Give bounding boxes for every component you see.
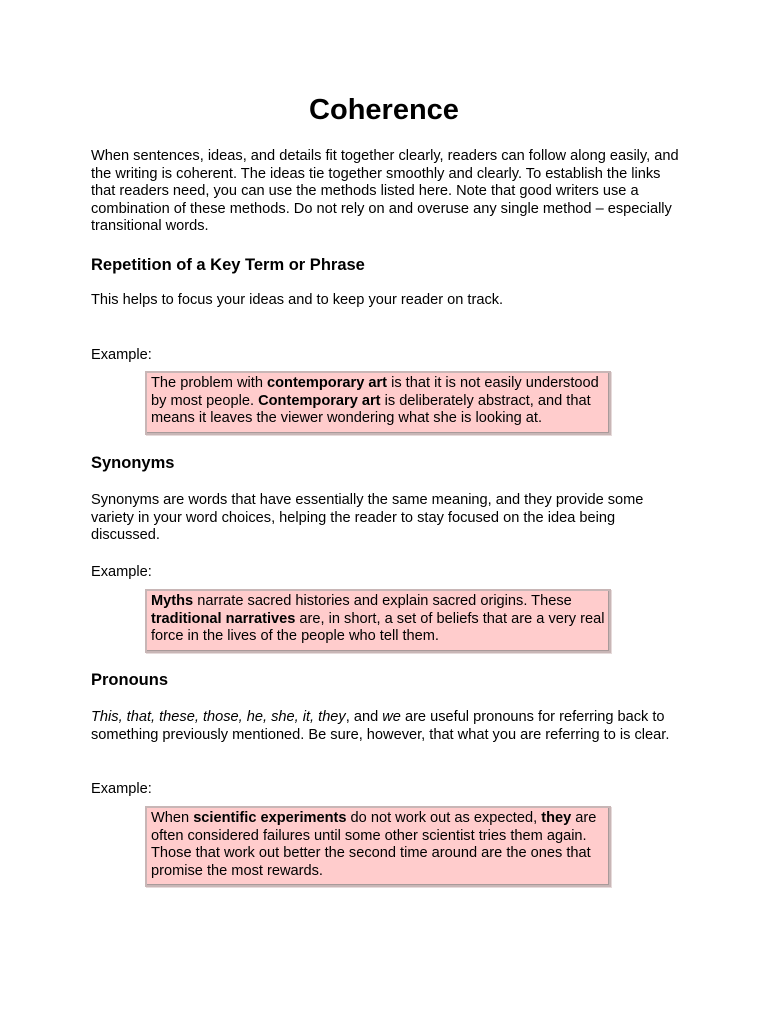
example-key-term: Contemporary art [258,392,381,409]
example-text: The problem with [151,375,267,391]
description-text: , and [345,709,383,725]
section-heading-repetition: Repetition of a Key Term or Phrase [91,256,365,274]
example-text: is deliberately abstract, and that means it leaves the viewer wondering what she is looking at. [151,392,591,427]
pronoun-list: This, that, these, those, he, she, it, they [91,709,346,725]
intro-paragraph: When sentences, ideas, and details fit together clearly, readers can follow along easily, and the writing is coherent. The ideas tie together smoothly and clearly. To establish the links that readers need, you can use the methods listed here. Note that good writers use a combination of these methods. Do not rely on and overuse any single method – especially transitional words. [91,148,679,235]
section-description-synonyms: Synonyms are words that have essentially the same meaning, and they provide some variety in your word choices, helping the reader to stay focused on the idea being discussed. [91,492,644,544]
section-description-repetition: This helps to focus your ideas and to keep your reader on track. [91,292,504,308]
section-heading-synonyms: Synonyms [91,454,175,472]
section-description-pronouns [91,709,681,744]
example-box-pronouns [145,806,611,887]
example-text: narrate sacred histories and explain sacred origins. These [193,593,572,609]
example-text: is that it is not easily understood by most people. [151,375,599,409]
example-text: do not work out as expected, [346,810,542,826]
example-label-pronouns: Example: [91,781,152,797]
example-box-repetition [145,371,611,435]
page-title: Coherence [309,94,459,126]
example-key-term: traditional narratives [151,610,296,627]
example-text: When [151,810,194,826]
example-label-repetition: Example: [91,347,152,363]
example-key-term: contemporary art [267,375,388,391]
example-label-synonyms: Example: [91,564,152,580]
example-box-synonyms [145,589,611,653]
example-key-term: scientific experiments [193,810,347,826]
example-text: are, in short, a set of beliefs that are a very real force in the lives of the people who tell them. [151,610,605,645]
example-key-term: Myths [151,593,194,609]
description-text: are useful pronouns for referring back to something previously mentioned. Be sure, however, that what you are referring to is clear. [91,709,670,743]
section-heading-pronouns: Pronouns [91,671,168,689]
example-text: are often considered failures until some other scientist tries them again. Those that work out better the second time around are the ones that promise the most rewards. [151,810,597,879]
example-key-term: they [541,810,572,826]
pronoun-we: we [382,709,401,725]
